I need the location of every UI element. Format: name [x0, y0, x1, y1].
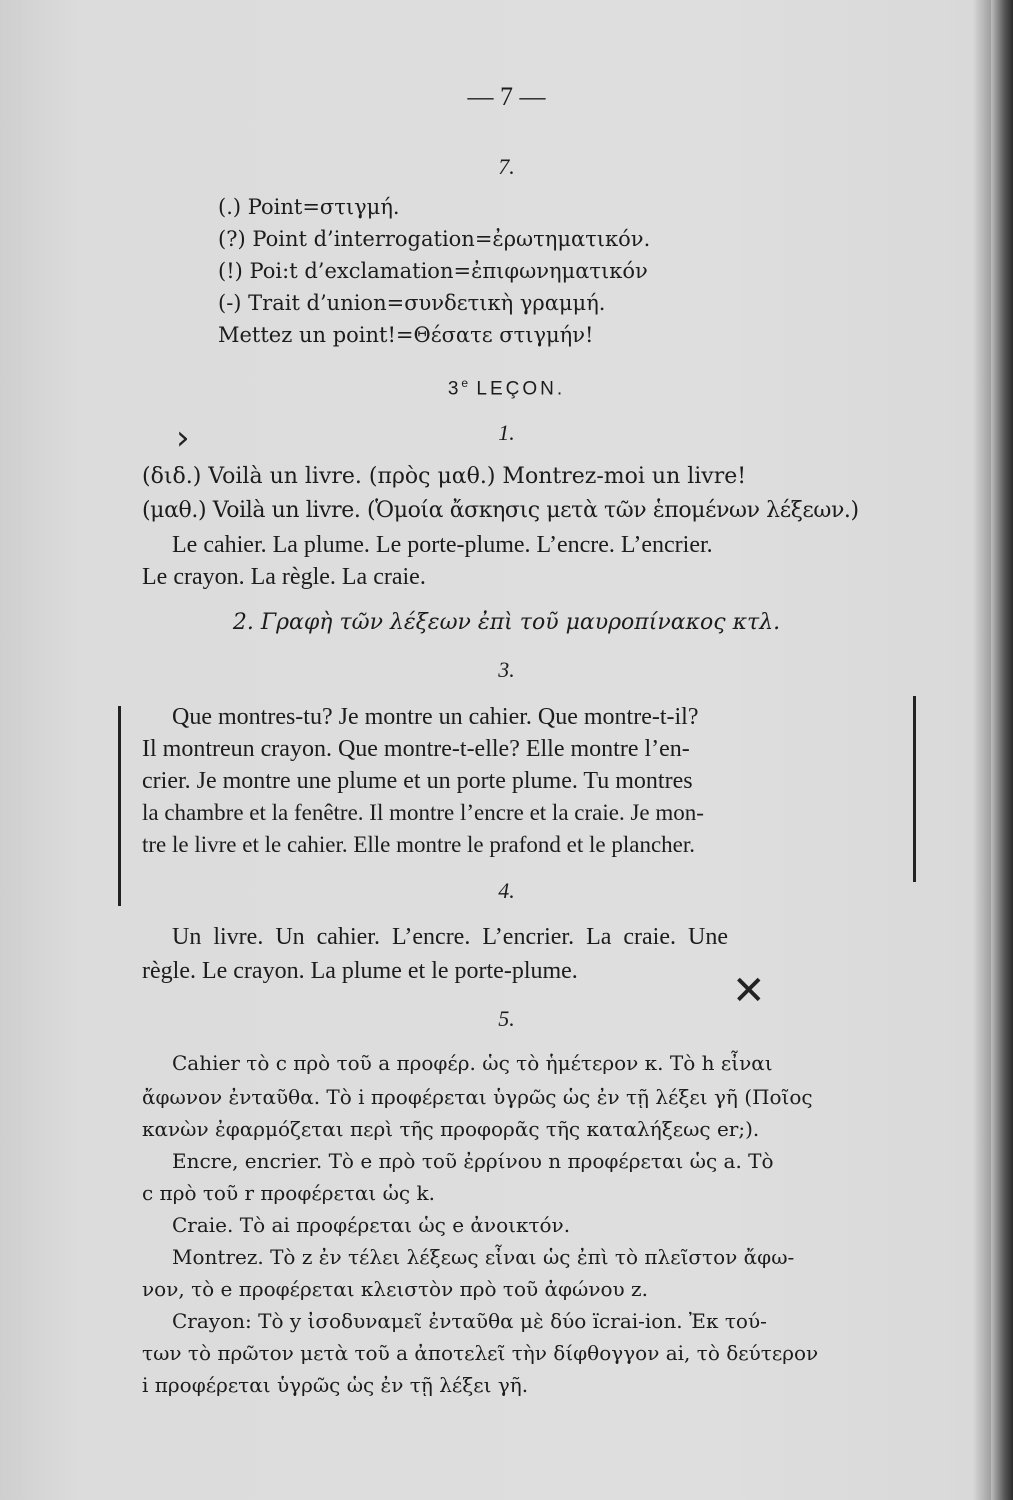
section-5-line-4: Encre, encrier. Τὸ e πρὸ τοῦ ἐρρίνου n προφέρεται ὡς a. Τὸ [172, 1149, 774, 1173]
section-1-line-3: Le cahier. La plume. Le porte-plume. L’encre. L’encrier. [172, 532, 713, 558]
section-5-line-8: νον, τὸ e προφέρεται κλειστὸν πρὸ τοῦ ἀφώνου z. [142, 1277, 648, 1301]
section-5-line-9: Crayon: Τὸ y ἰσοδυναμεῖ ἐνταῦθα μὲ δύο ïcrai-ion. Ἐκ τού- [172, 1309, 767, 1333]
section-5-line-5: c πρὸ τοῦ r προφέρεται ὡς k. [142, 1181, 435, 1205]
section-1-number: 1. [498, 420, 515, 445]
handwritten-margin-line-right [913, 696, 916, 882]
section-5-line-7: Montrez. Τὸ z ἐν τέλει λέξεως εἶναι ὡς ἐπὶ τὸ πλεῖστον ἄφω- [172, 1245, 795, 1269]
section-5-line-3: κανὼν ἐφαρμόζεται περὶ τῆς προφορᾶς τῆς καταλήξεως er;). [142, 1117, 760, 1141]
section-3-line-4: la chambre et la fenêtre. Il montre l’encre et la craie. Je mon- [142, 800, 704, 825]
lesson-heading: 3e LEÇON. [447, 376, 566, 400]
section-5-number: 5. [498, 1006, 515, 1031]
punctuation-line-5: Mettez un point!=Θέσατε στιγμήν! [218, 323, 594, 347]
punctuation-line-1: (.) Point=στιγμή. [218, 195, 400, 219]
section-5-line-1: Cahier τὸ c πρὸ τοῦ a προφέρ. ὡς τὸ ἡμέτερον κ. Τὸ h εἶναι [172, 1051, 773, 1075]
section-5-line-2: ἄφωνον ἐνταῦθα. Τὸ i προφέρεται ὑγρῶς ὡς ἐν τῇ λέξει γῆ (Ποῖος [142, 1085, 813, 1109]
handwritten-cross-mark: ✕ [732, 968, 766, 1014]
section-3-line-1: Que montres-tu? Je montre un cahier. Que montre-t-il? [172, 704, 699, 730]
handwritten-caret-mark: › [176, 418, 190, 458]
section-1-line-2: (μαθ.) Voilà un livre. (Ὁμοία ἄσκησις μετὰ τῶν ἑπομένων λέξεων.) [142, 498, 859, 523]
section-3-number: 3. [498, 657, 515, 682]
section-2-text: 2. Γραφὴ τῶν λέξεων ἐπὶ τοῦ μαυροπίνακος κτλ. [232, 610, 781, 635]
section-1-line-1: (διδ.) Voilà un livre. (πρὸς μαθ.) Montrez-moi un livre! [142, 464, 747, 489]
section-5-line-6: Craie. Τὸ ai προφέρεται ὡς e ἀνοικτόν. [172, 1213, 571, 1237]
section-7-number: 7. [498, 154, 515, 179]
section-4-line-1: Un livre. Un cahier. L’encre. L’encrier. La craie. Une [172, 924, 728, 950]
section-3-line-3: crier. Je montre une plume et un porte plume. Tu montres [142, 768, 693, 794]
section-4-number: 4. [498, 878, 515, 903]
section-3-line-2: Il montreun crayon. Que montre-t-elle? Elle montre l’en- [142, 736, 690, 762]
punctuation-line-2: (?) Point d’interrogation=ἐρωτηματικόν. [218, 227, 651, 251]
section-1-line-4: Le crayon. La règle. La craie. [142, 564, 426, 590]
book-spine-edge [991, 0, 1013, 1500]
punctuation-line-3: (!) Poi:t d’exclamation=ἐπιφωνηματικόν [218, 259, 648, 283]
section-5-line-10: των τὸ πρῶτον μετὰ τοῦ a ἀποτελεῖ τὴν δίφθογγον ai, τὸ δεύτερον [142, 1341, 819, 1365]
punctuation-line-4: (-) Trait d’union=συνδετικὴ γραμμή. [218, 291, 606, 315]
section-5-line-11: i προφέρεται ὑγρῶς ὡς ἐν τῇ λέξει γῆ. [142, 1373, 529, 1397]
section-3-line-5: tre le livre et le cahier. Elle montre le prafond et le plancher. [142, 832, 696, 857]
section-4-line-2: règle. Le crayon. La plume et le porte-plume. [142, 958, 578, 984]
page-number: — 7 — [467, 82, 546, 111]
